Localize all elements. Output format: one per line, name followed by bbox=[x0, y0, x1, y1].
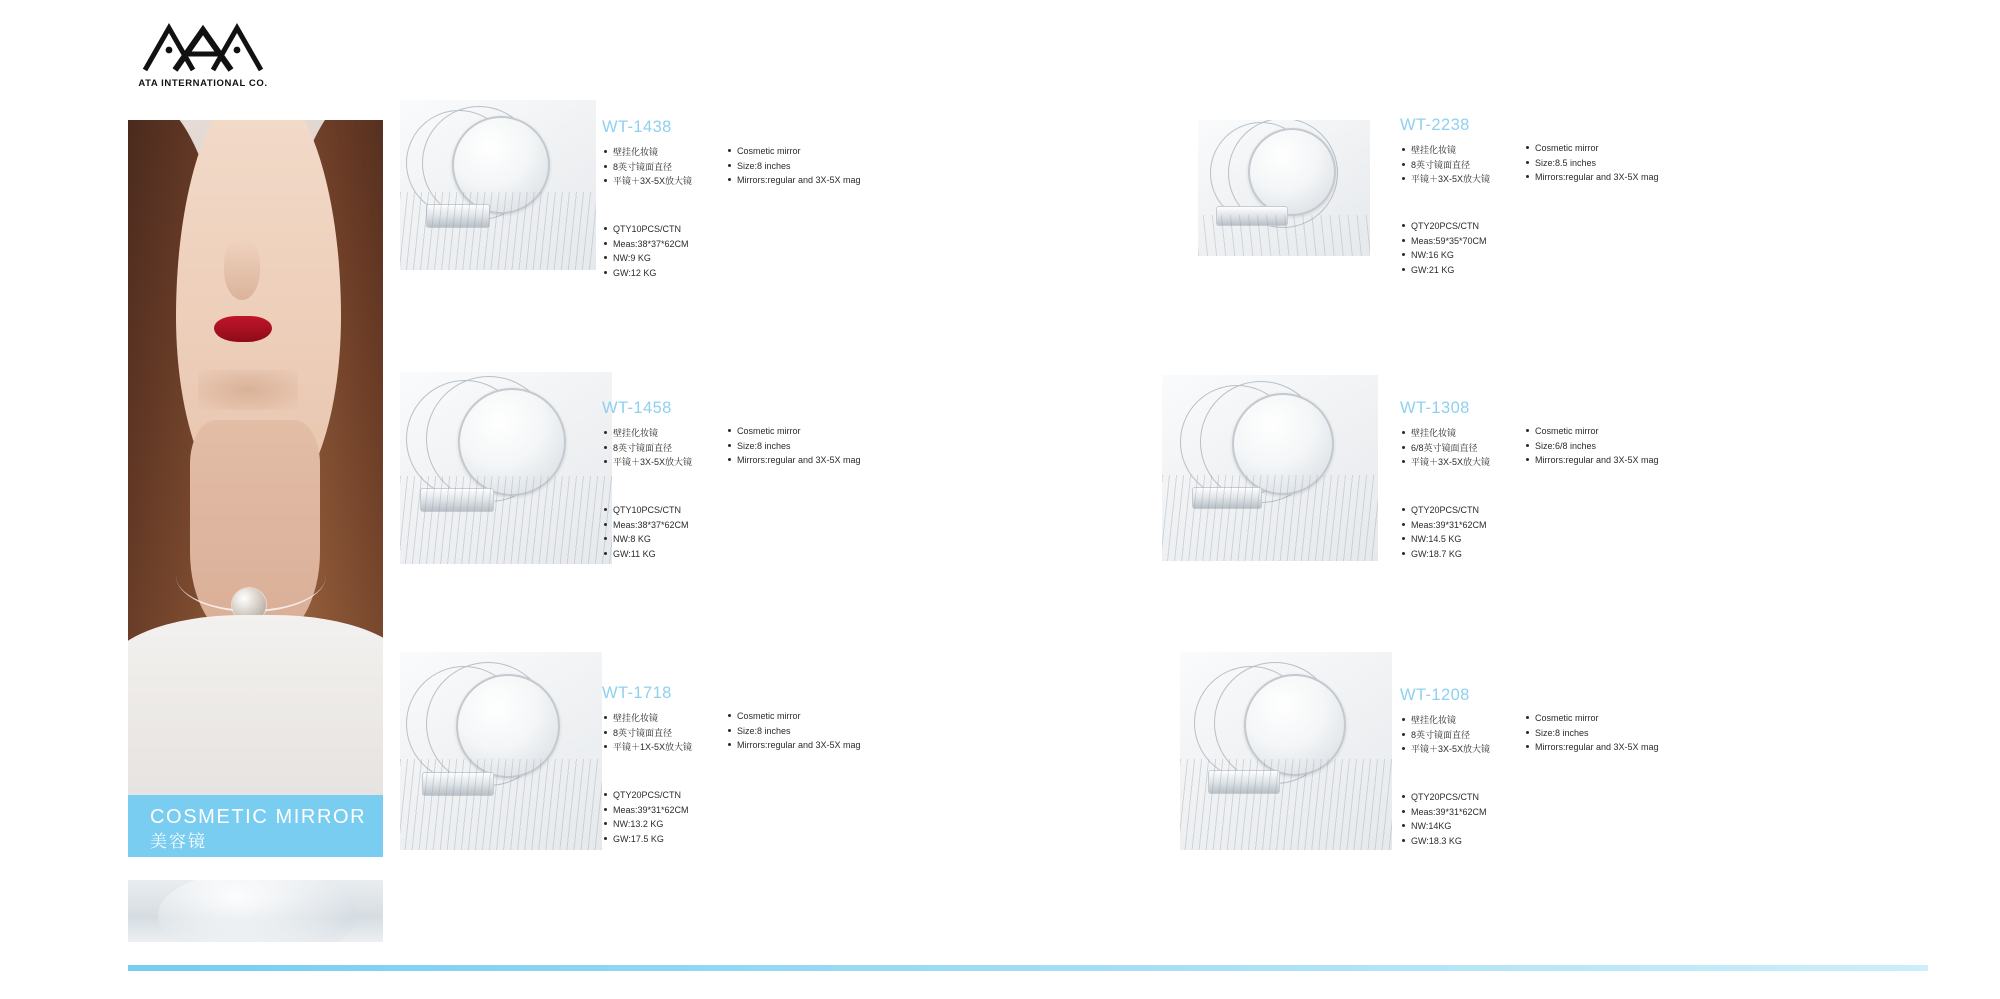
packing-item: QTY20PCS/CTN bbox=[1402, 219, 1487, 234]
spec-item: 8英寸镜面直径 bbox=[1402, 728, 1490, 743]
spec-item: 8英寸镜面直径 bbox=[1402, 158, 1490, 173]
spec-item: 平镜＋3X-5X放大镜 bbox=[604, 455, 692, 470]
packing-item: QTY20PCS/CTN bbox=[1402, 790, 1487, 805]
footer-accent-bar bbox=[128, 965, 1928, 971]
woman-portrait-photo bbox=[128, 120, 383, 795]
product-photo bbox=[400, 100, 596, 270]
product-sku: WT-1208 bbox=[1400, 686, 1470, 704]
spec-item: Mirrors:regular and 3X-5X mag bbox=[1526, 170, 1659, 185]
spec-item: Mirrors:regular and 3X-5X mag bbox=[728, 173, 861, 188]
spec-item: 平镜＋3X-5X放大镜 bbox=[1402, 172, 1490, 187]
product-card bbox=[400, 110, 1160, 310]
product-specs-en bbox=[728, 424, 861, 468]
spec-item: 平镜＋3X-5X放大镜 bbox=[1402, 742, 1490, 757]
product-sku: WT-1308 bbox=[1400, 399, 1470, 417]
product-specs-cn bbox=[604, 145, 692, 189]
packing-item: GW:18.7 KG bbox=[1402, 547, 1487, 562]
company-name: ATA INTERNATIONAL CO. bbox=[138, 78, 268, 89]
spec-item: 壁挂化妆镜 bbox=[1402, 713, 1490, 728]
spec-item: Mirrors:regular and 3X-5X mag bbox=[728, 453, 861, 468]
product-photo bbox=[400, 652, 602, 850]
spec-item: Cosmetic mirror bbox=[728, 709, 861, 724]
product-sku: WT-1718 bbox=[602, 684, 672, 702]
spec-item: Cosmetic mirror bbox=[1526, 424, 1659, 439]
packing-item: QTY10PCS/CTN bbox=[604, 222, 689, 237]
product-photo bbox=[1162, 375, 1378, 561]
spec-item: Size:6/8 inches bbox=[1526, 439, 1659, 454]
spec-item: 壁挂化妆镜 bbox=[604, 711, 692, 726]
product-specs-cn bbox=[1402, 426, 1490, 470]
spec-item: Cosmetic mirror bbox=[728, 424, 861, 439]
packing-item: Meas:39*31*62CM bbox=[1402, 805, 1487, 820]
product-packing bbox=[1402, 503, 1487, 561]
packing-item: Meas:39*31*62CM bbox=[1402, 518, 1487, 533]
spec-item: Cosmetic mirror bbox=[1526, 711, 1659, 726]
spec-item: Mirrors:regular and 3X-5X mag bbox=[1526, 453, 1659, 468]
spec-item: Mirrors:regular and 3X-5X mag bbox=[1526, 740, 1659, 755]
mirror-detail-photo bbox=[128, 880, 383, 942]
ata-monogram-icon bbox=[135, 20, 271, 76]
spec-item: 平镜＋1X-5X放大镜 bbox=[604, 740, 692, 755]
product-packing bbox=[604, 222, 689, 280]
spec-item: 平镜＋3X-5X放大镜 bbox=[1402, 455, 1490, 470]
packing-item: QTY20PCS/CTN bbox=[604, 788, 689, 803]
spec-item: 平镜＋3X-5X放大镜 bbox=[604, 174, 692, 189]
company-logo bbox=[128, 20, 278, 100]
packing-item: GW:17.5 KG bbox=[604, 832, 689, 847]
product-sku: WT-2238 bbox=[1400, 116, 1470, 134]
spec-item: Mirrors:regular and 3X-5X mag bbox=[728, 738, 861, 753]
product-photo bbox=[1180, 652, 1392, 850]
product-card bbox=[400, 377, 1160, 577]
product-card bbox=[1198, 377, 1958, 577]
packing-item: Meas:38*37*62CM bbox=[604, 237, 689, 252]
product-photo bbox=[1198, 120, 1370, 256]
left-feature-column bbox=[128, 120, 383, 940]
category-title-en: COSMETIC MIRROR bbox=[150, 806, 367, 828]
product-specs-en bbox=[1526, 141, 1659, 185]
product-specs-cn bbox=[1402, 143, 1490, 187]
product-specs-cn bbox=[1402, 713, 1490, 757]
packing-item: QTY20PCS/CTN bbox=[1402, 503, 1487, 518]
category-caption bbox=[128, 795, 383, 857]
spec-item: Size:8 inches bbox=[728, 724, 861, 739]
packing-item: NW:14.5 KG bbox=[1402, 532, 1487, 547]
product-specs-en bbox=[728, 709, 861, 753]
packing-item: Meas:59*35*70CM bbox=[1402, 234, 1487, 249]
spec-item: 壁挂化妆镜 bbox=[1402, 143, 1490, 158]
spec-item: 6/8英寸镜面直径 bbox=[1402, 441, 1490, 456]
spec-item: 8英寸镜面直径 bbox=[604, 160, 692, 175]
product-card bbox=[1198, 110, 1958, 310]
spec-item: Size:8.5 inches bbox=[1526, 156, 1659, 171]
packing-item: NW:9 KG bbox=[604, 251, 689, 266]
product-sku: WT-1458 bbox=[602, 399, 672, 417]
spec-item: 8英寸镜面直径 bbox=[604, 726, 692, 741]
spec-item: 壁挂化妆镜 bbox=[1402, 426, 1490, 441]
product-specs-en bbox=[1526, 711, 1659, 755]
product-photo bbox=[400, 372, 612, 564]
category-title-cn: 美容镜 bbox=[150, 832, 207, 851]
product-sku: WT-1438 bbox=[602, 118, 672, 136]
product-card bbox=[400, 662, 1160, 862]
packing-item: GW:12 KG bbox=[604, 266, 689, 281]
spec-item: Cosmetic mirror bbox=[1526, 141, 1659, 156]
packing-item: NW:13.2 KG bbox=[604, 817, 689, 832]
product-specs-cn bbox=[604, 711, 692, 755]
product-specs-cn bbox=[604, 426, 692, 470]
product-card bbox=[1198, 662, 1958, 862]
spec-item: 壁挂化妆镜 bbox=[604, 426, 692, 441]
product-packing bbox=[1402, 790, 1487, 848]
product-specs-en bbox=[1526, 424, 1659, 468]
spec-item: Size:8 inches bbox=[728, 159, 861, 174]
packing-item: NW:14KG bbox=[1402, 819, 1487, 834]
spec-item: Size:8 inches bbox=[728, 439, 861, 454]
packing-item: NW:8 KG bbox=[604, 532, 689, 547]
packing-item: QTY10PCS/CTN bbox=[604, 503, 689, 518]
product-packing bbox=[1402, 219, 1487, 277]
spec-item: Cosmetic mirror bbox=[728, 144, 861, 159]
spec-item: 壁挂化妆镜 bbox=[604, 145, 692, 160]
product-packing bbox=[604, 503, 689, 561]
packing-item: GW:21 KG bbox=[1402, 263, 1487, 278]
product-packing bbox=[604, 788, 689, 846]
product-specs-en bbox=[728, 144, 861, 188]
spec-item: Size:8 inches bbox=[1526, 726, 1659, 741]
packing-item: NW:16 KG bbox=[1402, 248, 1487, 263]
packing-item: GW:18.3 KG bbox=[1402, 834, 1487, 849]
spec-item: 8英寸镜面直径 bbox=[604, 441, 692, 456]
packing-item: GW:11 KG bbox=[604, 547, 689, 562]
packing-item: Meas:39*31*62CM bbox=[604, 803, 689, 818]
packing-item: Meas:38*37*62CM bbox=[604, 518, 689, 533]
